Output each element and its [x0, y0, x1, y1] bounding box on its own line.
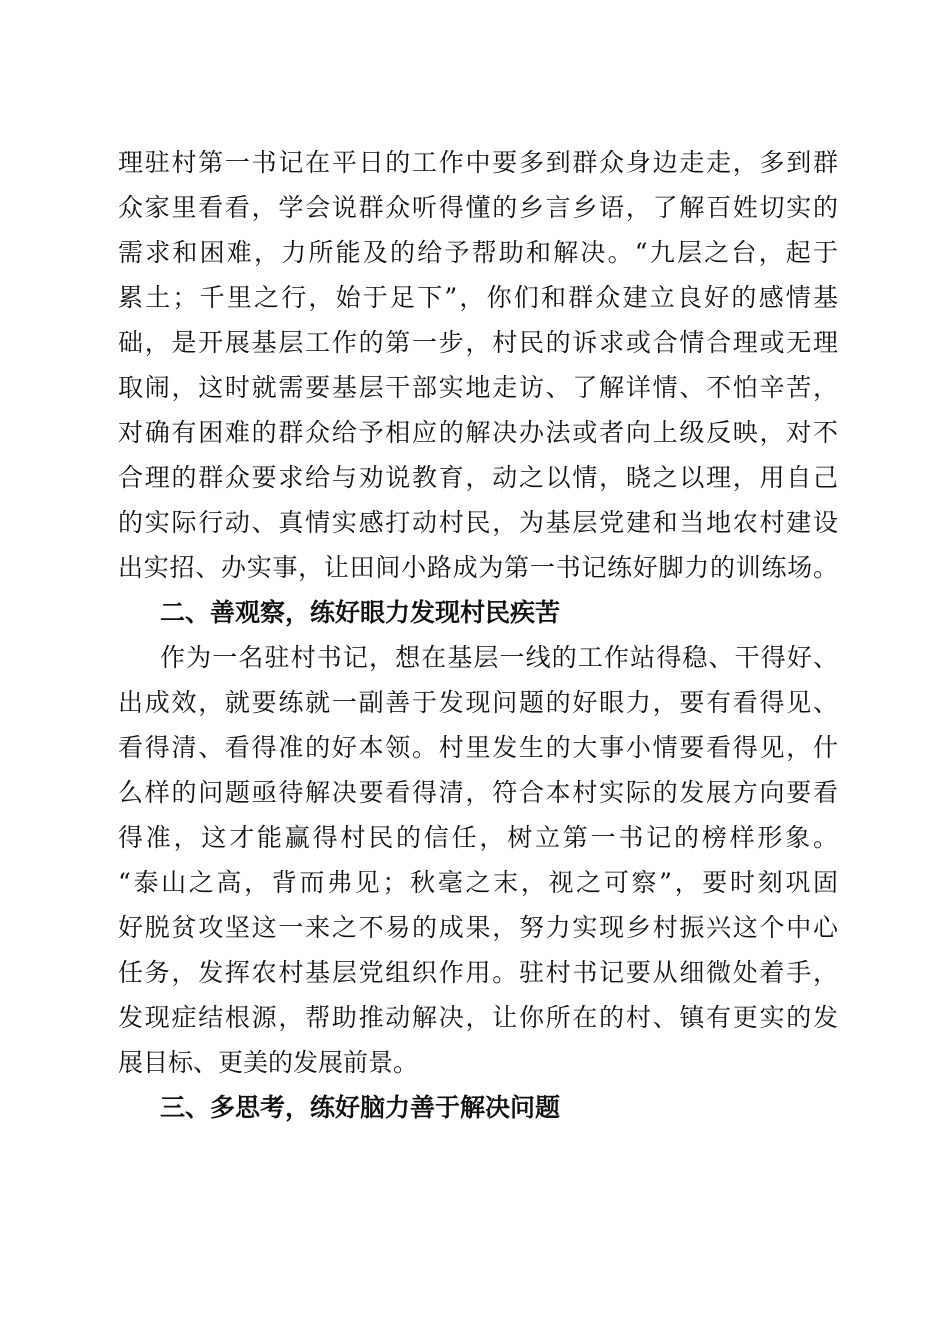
paragraph-2-line-5: 得准，这才能赢得村民的信任，树立第一书记的榜样形象。 — [118, 823, 838, 852]
paragraph-2-line-2: 出成效，就要练就一副善于发现问题的好眼力，要有看得见、 — [118, 688, 838, 717]
paragraph-1-line-2: 众家里看看，学会说群众听得懂的乡言乡语，了解百姓切实的 — [118, 193, 838, 222]
paragraph-1-line-7: 对确有困难的群众给予相应的解决办法或者向上级反映，对不 — [118, 418, 838, 447]
paragraph-2-line-9: 发现症结根源，帮助推动解决，让你所在的村、镇有更实的发 — [118, 1003, 838, 1032]
section-heading-3: 三、多思考，练好脑力善于解决问题 — [160, 1093, 561, 1122]
paragraph-1-line-4: 累土；千里之行，始于足下”，你们和群众建立良好的感情基 — [118, 283, 838, 312]
section-heading-2: 二、善观察，练好眼力发现村民疾苦 — [160, 598, 561, 627]
paragraph-2-line-4: 么样的问题亟待解决要看得清，符合本村实际的发展方向要看 — [118, 778, 838, 807]
paragraph-1-line-8: 合理的群众要求给与劝说教育，动之以情，晓之以理，用自己 — [118, 463, 838, 492]
paragraph-1-line-6: 取闹，这时就需要基层干部实地走访、了解详情、不怕辛苦， — [118, 373, 838, 402]
paragraph-2-line-6: “泰山之高，背而弗见；秋毫之末，视之可察”，要时刻巩固 — [118, 868, 838, 897]
paragraph-2-line-1: 作为一名驻村书记，想在基层一线的工作站得稳、干得好、 — [160, 643, 838, 672]
paragraph-1-line-10: 出实招、办实事，让田间小路成为第一书记练好脚力的训练场。 — [118, 553, 838, 582]
paragraph-2-line-3: 看得清、看得准的好本领。村里发生的大事小情要看得见，什 — [118, 733, 838, 762]
paragraph-1-line-3: 需求和困难，力所能及的给予帮助和解决。“九层之台，起于 — [118, 238, 838, 267]
paragraph-1-line-5: 础，是开展基层工作的第一步，村民的诉求或合情合理或无理 — [118, 328, 838, 357]
paragraph-2-line-7: 好脱贫攻坚这一来之不易的成果，努力实现乡村振兴这个中心 — [118, 913, 838, 942]
paragraph-1-line-9: 的实际行动、真情实感打动村民，为基层党建和当地农村建设 — [118, 508, 838, 537]
paragraph-2-line-8: 任务，发挥农村基层党组织作用。驻村书记要从细微处着手， — [118, 958, 838, 987]
paragraph-2-line-10: 展目标、更美的发展前景。 — [118, 1048, 419, 1077]
paragraph-1-line-1: 理驻村第一书记在平日的工作中要多到群众身边走走，多到群 — [118, 148, 838, 177]
